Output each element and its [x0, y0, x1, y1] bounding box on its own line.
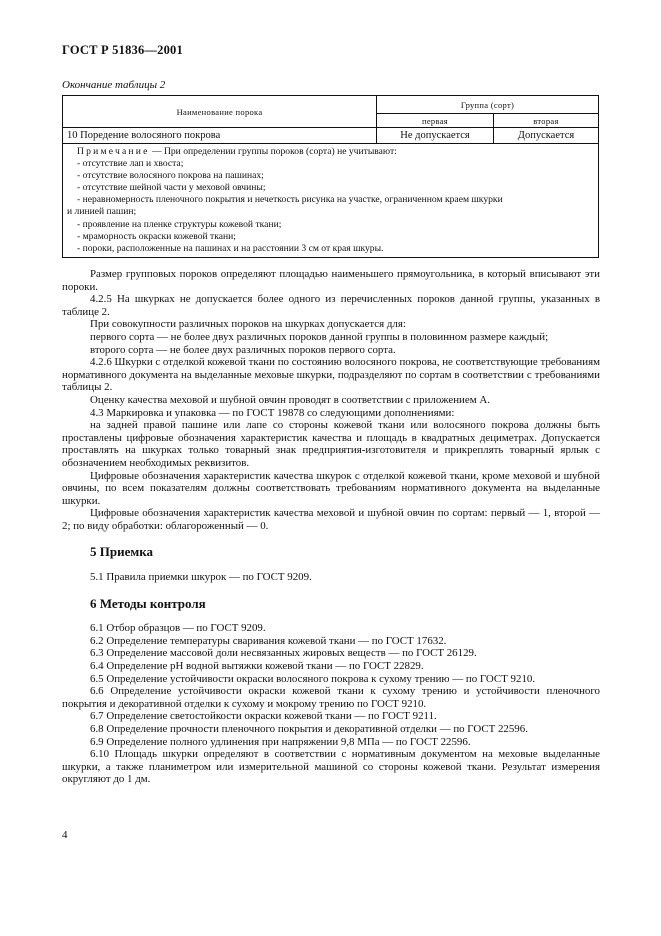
col-header-second: вторая	[494, 114, 599, 128]
paragraph: Цифровые обозначения характеристик качества шкурок с отделкой кожевой ткани, кроме меховой и шубной овчины, по всем показателям должны соответствовать требованиям нормативного документа на выделанные шкурки.	[62, 469, 600, 507]
note-intro: — При определении группы пороков (сорта) не учитывают:	[149, 146, 397, 157]
row-first: Не допускается	[377, 128, 494, 144]
note-item: - пороки, расположенные на пашинах и на расстоянии 3 см от края шкуры.	[77, 242, 384, 254]
section-6-item: 6.4 Определение pH водной вытяжки кожевой ткани — по ГОСТ 22829.	[90, 660, 424, 673]
paragraph: на задней правой пашине или лапе со стороны кожевой ткани или волосяного покрова должны быть проставлены цифровые обозначения характеристик качества и площадь в квадратных дециметрах. Допускается проставлять на шкурках только товарный знак предприятия-изготовителя и прикреплять товарный ярлык с обозначением необходимых реквизитов.	[62, 419, 600, 469]
paragraph: Размер групповых пороков определяют площадью наименьшего прямоугольника, в который вписывают эти пороки.	[62, 268, 600, 293]
col-header-group: Группа (сорт)	[377, 96, 599, 114]
defects-table	[62, 95, 599, 258]
paragraph: 4.2.5 На шкурках не допускается более одного из перечисленных пороков данной группы, указанных в таблице 2.	[62, 293, 600, 318]
section-6-item: 6.7 Определение светостойкости окраски кожевой ткани — по ГОСТ 9211.	[90, 710, 437, 723]
note-item: - отсутствие шейной части у меховой овчины;	[77, 182, 266, 194]
row-name: 10 Поредение волосяного покрова	[63, 128, 377, 144]
paragraph: первого сорта — не более двух различных пороков данной группы в половинном размере каждый;	[90, 330, 549, 343]
table-note	[63, 144, 599, 258]
note-item: - мраморность окраски кожевой ткани;	[77, 230, 236, 242]
paragraph: Цифровые обозначения характеристик качества меховой и шубной овчин по сортам: первый — 1, второй — 2; по виду обработки: облагороженный — 0.	[62, 507, 600, 532]
section-6-item: 6.6 Определение устойчивости окраски кожевой ткани к сухому трению и устойчивости пленочного покрытия и декоративной отделки к сухому и мокрому трению по ГОСТ 9210.	[62, 685, 600, 710]
page-number: 4	[62, 829, 68, 841]
section-5-title: 5 Приемка	[90, 544, 154, 560]
col-header-first: первая	[377, 114, 494, 128]
document-header: ГОСТ Р 51836—2001	[62, 43, 183, 57]
note-item: - неравномерность пленочного покрытия и нечеткость рисунка на участке, ограниченном краем шкурки	[77, 194, 503, 206]
section-6-title: 6 Методы контроля	[90, 595, 206, 611]
paragraph: второго сорта — не более двух различных пороков первого сорта.	[90, 343, 396, 356]
section-6-item: 6.10 Площадь шкурки определяют в соответствии с нормативным документом на меховые выделанные шкурки, а также планиметром или измерительной машиной со стороны кожевой ткани. Результат измерения округляют до 1 дм.	[62, 748, 600, 786]
document-body	[62, 268, 600, 786]
section-5-item: 5.1 Правила приемки шкурок — по ГОСТ 9209.	[90, 571, 312, 584]
section-6-item: 6.9 Определение полного удлинения при напряжении 9,8 МПа — по ГОСТ 22596.	[90, 735, 471, 748]
note-label: Примечание	[77, 146, 150, 157]
table-caption: Окончание таблицы 2	[62, 79, 166, 91]
paragraph: При совокупности различных пороков на шкурках допускается для:	[90, 318, 406, 331]
section-6-item: 6.8 Определение прочности пленочного покрытия и декоративной отделки — по ГОСТ 22596.	[90, 723, 528, 735]
paragraph: Оценку качества меховой и шубной овчин проводят в соответствии с приложением А.	[90, 393, 490, 406]
note-item: - отсутствие волосяного покрова на пашинах;	[77, 170, 264, 182]
section-6-item: 6.2 Определение температуры сваривания кожевой ткани — по ГОСТ 17632.	[90, 634, 447, 647]
note-item: - отсутствие лап и хвоста;	[77, 158, 184, 170]
paragraph: 4.3 Маркировка и упаковка — по ГОСТ 19878 со следующими дополнениями:	[90, 406, 455, 419]
col-header-name: Наименование порока	[63, 96, 377, 128]
section-6-item: 6.3 Определение массовой доли несвязанных жировых веществ — по ГОСТ 26129.	[90, 647, 477, 660]
note-item: и линией пашин;	[67, 206, 137, 218]
paragraph: 4.2.6 Шкурки с отделкой кожевой ткани по состоянию волосяного покрова, не соответствующие требованиям нормативного документа на выделанные меховые шкурки, подразделяют по сортам в соответствии с требованиями таблицы 2.	[62, 356, 600, 394]
row-second: Допускается	[494, 128, 599, 144]
note-item: - проявление на пленке структуры кожевой ткани;	[77, 218, 282, 230]
section-6-item: 6.1 Отбор образцов — по ГОСТ 9209.	[90, 622, 266, 635]
section-6-item: 6.5 Определение устойчивости окраски волосяного покрова к сухому трению — по ГОСТ 9210.	[90, 672, 536, 685]
